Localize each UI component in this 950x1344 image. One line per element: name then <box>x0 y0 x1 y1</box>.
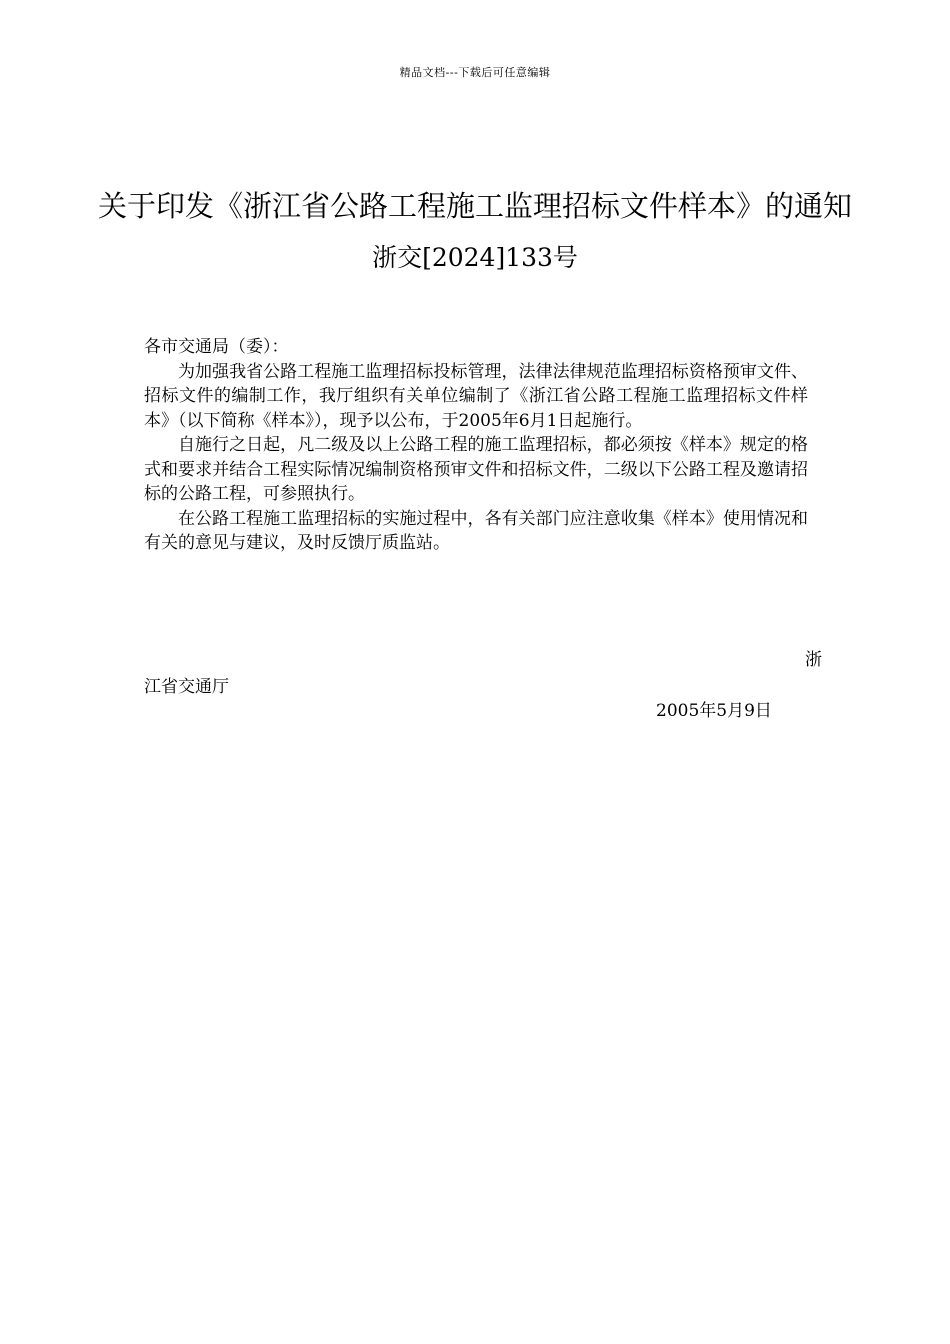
paragraph-2: 自施行之日起，凡二级及以上公路工程的施工监理招标，都必须按《样本》规定的格式和要求并结合工程实际情况编制资格预审文件和招标文件，二级以下公路工程及邀请招标的公路工程，可参照执行。 <box>144 435 808 504</box>
salutation: 各市交通局（委）： <box>144 337 289 357</box>
signature-date: 2005年5月9日 <box>656 701 772 721</box>
paragraph-1: 为加强我省公路工程施工监理招标投标管理，法律法律规范监理招标资格预审文件、招标文件的编制工作，我厅组织有关单位编制了《浙江省公路工程施工监理招标文件样本》（以下简称《样本》），现予以公布，于2005年6月1日起施行。 <box>144 361 808 431</box>
document-number: 浙交[2024]133号 <box>372 243 578 272</box>
document-title: 关于印发《浙江省公路工程施工监理招标文件样本》的通知 <box>97 189 852 223</box>
document-body <box>144 335 808 556</box>
page-header: 精品文档---下载后可任意编辑 <box>399 66 551 79</box>
paragraph-3: 在公路工程施工监理招标的实施过程中，各有关部门应注意收集《样本》使用情况和有关的意见与建议，及时反馈厅质监站。 <box>144 508 808 553</box>
signature-issuer-first: 浙 <box>805 650 822 670</box>
signature-issuer-rest: 江省交通厅 <box>144 677 229 697</box>
